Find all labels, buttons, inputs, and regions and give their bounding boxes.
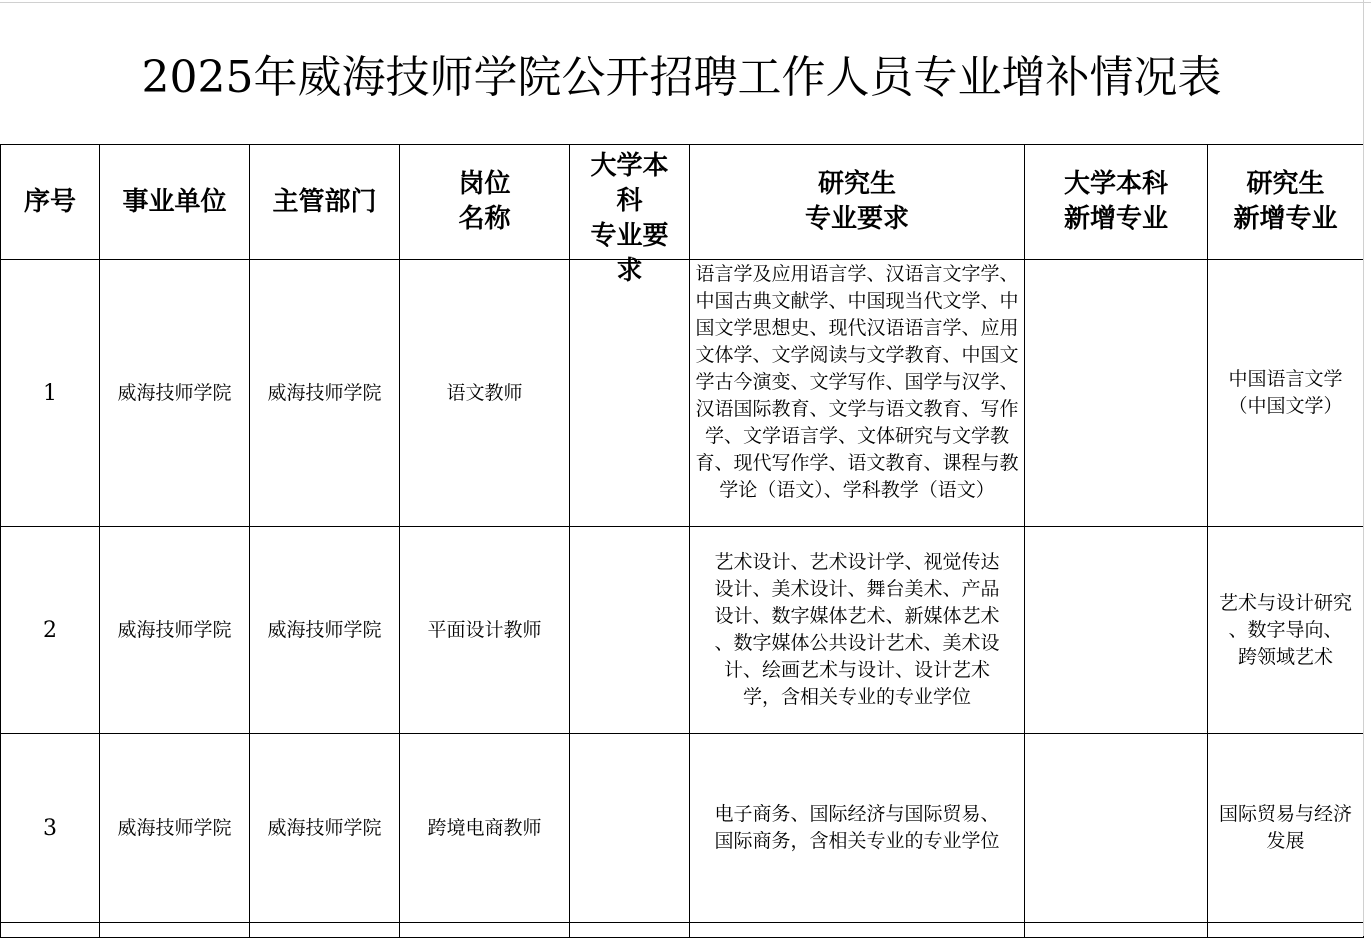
header-ug-new[interactable] — [1025, 145, 1208, 260]
header-unit-label: 事业单位 — [122, 186, 227, 217]
cell-grad-new[interactable] — [1208, 734, 1364, 923]
cell-dept[interactable]: 威海技师学院 — [250, 734, 400, 923]
header-post-line1: 岗位 — [458, 169, 511, 199]
empty-cell[interactable] — [250, 923, 400, 938]
cell-grad-req[interactable] — [690, 734, 1025, 923]
cell-grad-new-line2: 发展 — [1266, 830, 1305, 852]
cell-ug-new[interactable] — [1025, 260, 1208, 527]
cell-grad-req-line: 、数字媒体公共设计艺术、美术设 — [714, 632, 1000, 654]
page-title: 2025年威海技师学院公开招聘工作人员专业增补情况表 — [141, 52, 1222, 103]
header-unit[interactable] — [100, 145, 250, 260]
cell-grad-req-line: 设计、数字媒体艺术、新媒体艺术 — [714, 605, 1000, 627]
cell-ug-new[interactable] — [1025, 527, 1208, 734]
cell-grad-req-line: 计、绘画艺术与设计、设计艺术 — [723, 659, 990, 681]
header-ug-req-line1: 大学本 — [590, 151, 669, 181]
cell-unit[interactable]: 威海技师学院 — [100, 527, 250, 734]
cell-grad-req-line1: 电子商务、国际经济与国际贸易、 — [714, 803, 1000, 825]
cell-grad-req[interactable] — [690, 260, 1025, 527]
empty-cell[interactable] — [100, 923, 250, 938]
cell-grad-new-line2: 、数字导向、 — [1228, 618, 1343, 641]
header-grad-req[interactable] — [690, 145, 1025, 260]
cell-seq[interactable]: 3 — [1, 734, 100, 923]
header-ug-new-line2: 新增专业 — [1063, 204, 1168, 234]
cell-ug-req[interactable] — [570, 260, 690, 527]
cell-dept[interactable]: 威海技师学院 — [250, 527, 400, 734]
cell-post[interactable]: 平面设计教师 — [400, 527, 570, 734]
header-ug-req-line2: 科 — [616, 186, 643, 216]
cell-dept[interactable]: 威海技师学院 — [250, 260, 400, 527]
header-grad-req-line1: 研究生 — [817, 169, 896, 199]
cell-post[interactable]: 语文教师 — [400, 260, 570, 527]
header-seq[interactable] — [1, 145, 100, 260]
empty-cell[interactable] — [690, 923, 1025, 938]
empty-cell[interactable] — [1, 923, 100, 938]
cell-grad-new-line1: 中国语言文学 — [1228, 368, 1343, 390]
cell-grad-new-line3: 跨领域艺术 — [1237, 645, 1333, 668]
cell-unit[interactable]: 威海技师学院 — [100, 260, 250, 527]
table-row — [1, 527, 1364, 734]
cell-grad-new-line1: 艺术与设计研究 — [1218, 591, 1352, 614]
header-post-line2: 名称 — [458, 204, 511, 234]
cell-grad-new-line1: 国际贸易与经济 — [1218, 803, 1352, 825]
cell-grad-req-text: 语言学及应用语言学、汉语言文字学、中国古典文献学、中国现当代文学、中国文学思想史、现代汉语语言学、应用文体学、文学阅读与文学教育、中国文学古今演变、文学写作、国学与汉学、汉语国际教育、文学与语文教育、写作学、文学语言学、文体研究与文学教育、现代写作学、语文教育、课程与教学论（语文）、学科教学（语文） — [695, 263, 1019, 501]
header-dept[interactable] — [250, 145, 400, 260]
cell-ug-req[interactable] — [570, 527, 690, 734]
cell-grad-req-line: 学，含相关专业的专业学位 — [742, 686, 971, 708]
header-grad-new-line1: 研究生 — [1246, 169, 1325, 199]
cell-seq[interactable]: 2 — [1, 527, 100, 734]
cell-seq[interactable]: 1 — [1, 260, 100, 527]
cell-grad-new[interactable] — [1208, 527, 1364, 734]
cell-grad-req[interactable] — [690, 527, 1025, 734]
header-ug-req-line3: 专业要 — [590, 221, 669, 251]
header-grad-new[interactable] — [1208, 145, 1364, 260]
empty-cell[interactable] — [570, 923, 690, 938]
cell-grad-new-line2: （中国文学） — [1228, 395, 1343, 417]
header-ug-req-line4: 求 — [616, 256, 643, 286]
cell-ug-req[interactable] — [570, 734, 690, 923]
empty-cell[interactable] — [400, 923, 570, 938]
cell-grad-req-line: 艺术设计、艺术设计学、视觉传达 — [714, 551, 1000, 573]
cell-unit[interactable]: 威海技师学院 — [100, 734, 250, 923]
cell-grad-req-line: 设计、美术设计、舞台美术、产品 — [714, 578, 1000, 600]
header-grad-req-line2: 专业要求 — [804, 204, 909, 234]
cell-grad-req-line2: 国际商务，含相关专业的专业学位 — [714, 830, 1000, 852]
empty-cell[interactable] — [1208, 923, 1364, 938]
header-row — [1, 145, 1364, 260]
empty-cell[interactable] — [1025, 923, 1208, 938]
empty-row — [1, 923, 1364, 938]
cell-ug-new[interactable] — [1025, 734, 1208, 923]
recruitment-table — [0, 144, 1364, 938]
table-row — [1, 734, 1364, 923]
header-grad-new-line2: 新增专业 — [1233, 204, 1338, 234]
header-seq-label: 序号 — [23, 186, 76, 217]
table-row — [1, 260, 1364, 527]
header-ug-new-line1: 大学本科 — [1063, 169, 1168, 199]
sheet-right-border — [1363, 0, 1364, 936]
header-dept-label: 主管部门 — [272, 186, 377, 217]
header-post[interactable] — [400, 145, 570, 260]
cell-grad-new[interactable] — [1208, 260, 1364, 527]
cell-post[interactable]: 跨境电商教师 — [400, 734, 570, 923]
header-ug-req[interactable] — [570, 145, 690, 286]
